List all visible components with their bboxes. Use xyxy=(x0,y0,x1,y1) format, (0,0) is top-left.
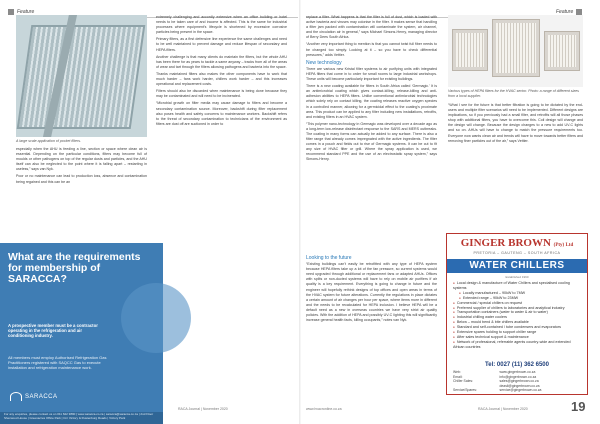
article-column-5 xyxy=(448,103,583,228)
article-column-2 xyxy=(156,15,287,225)
contact-value[interactable]: www.gingerbrown.co.za xyxy=(499,370,536,374)
hepa-filters-photo xyxy=(448,15,583,87)
paragraph: replace a filter. What happens is that the filter is full of dust, which is loaded with active bacteria and viruses may colonise in the filter. It makes sense that handling a filter jam packed with contamination will contaminate the system, air channel, and the circulation air in general,” says Michael Simons-Henry, managing director of Berry Dees South Africa. xyxy=(306,15,437,40)
company-name-text: GINGER BROWN xyxy=(460,237,551,249)
subheading-looking-to-future: Looking to the future xyxy=(306,255,352,261)
list-item: ● Network of professional, referrable agents country-wide and extended African countries xyxy=(453,340,581,350)
paragraph: Primary filters, as a first defensive line experience the same challenges and need to be well maintained to prevent damage and reduce lifespan of secondary and HEPA filters. xyxy=(156,37,287,52)
paragraph: extremely challenging and accordly extensive when an office building or hotel needs to be taken care of and income is affected. This is the same for industrial processes where equipment’s lifecycle is shortened by excessive corrosive particles being present in the space. xyxy=(156,15,287,35)
folio-left: RACA Journal | November 2020 xyxy=(178,407,228,411)
paragraph: There are various new Kristal filter systems to air purifying units with integrated HEPA filters that come in to order for small rooms to large industrial workshops. These units will become particularly important for existing buildings. xyxy=(306,66,437,82)
advert-headline: What are the requirements for membership of SARACCA? xyxy=(8,251,141,285)
telephone-number[interactable]: Tel: 0027 (11) 362 6500 xyxy=(485,362,549,368)
company-name xyxy=(451,237,583,249)
paragraph: “This polymer nano-technology in Germagic was developed over a decade ago as a long-term low-release disinfectant response to the SARS and MERS outbreaks. The coating in many forms can actually be added to any surface. There is also a filter range that already comes impregnated with the active ingredients. The filter comes in a pouch and fields out to rise of Germagic systems. It can be cut to fit any size of HVAC filter or grill. Where the spray application is used, we recommend standard PPE and the use of an electrostatic spray system,” says Simons-Henry. xyxy=(306,121,437,162)
filter-unit-graphic xyxy=(492,19,540,77)
paragraph: Another challenge is that many clients do maintain the filters, but the whole AHU has been there for as years to tackle a same anyway – tracks from all of the areas of wear and tart through the filters allowing pathogens and bacteria into the space. xyxy=(156,54,287,69)
paragraph: Filters should also be discarded when maintenance is being done because they may be contaminated and will need to be incinerated. xyxy=(156,89,287,99)
filter-unit-graphic xyxy=(452,29,488,71)
paragraph: “Another very important thing to mention is that you cannot twist full fiber needs to be changed too simply. Looking at it – so you have to check differential pressures,” adds Vettier. xyxy=(306,42,437,57)
article-column-3 xyxy=(306,15,437,253)
list-item: ● Below – mould bend & bite chillers available xyxy=(453,320,581,325)
folio-website[interactable]: www.hvacronline.co.za xyxy=(306,407,342,411)
paragraph: especially when the AHU is feeding a line, section or space where clean air is essential. Depending on the particular conditions, filters may become full of moulds or other pathogens on top of the regular dusts and particles, and the AHU itself can also be neglected to the point where it is falling apart – restarting in useless,” says van Nyk. xyxy=(16,147,147,172)
paragraph: “What I see for the future is that better filtration is going to be dictated by the end-users and multiple filter scenarios will need to be implemented. Different designs are implications, so if you previously had a small filter, and retrofits will all those phases shop with additional filters, you have to overcome this. Coil design will change and the design will change. Because the design changes to a new to add UV-C lights and so on. AHUs will have to change to match the pressure requirements too. Everyone now wants clean air and trends will have to move towards better filters and removing finer particles out of the air,” says Vettier. xyxy=(448,103,583,143)
article-column-4 xyxy=(306,253,437,401)
ginger-brown-advert[interactable] xyxy=(446,233,588,395)
pocket-filter-photo xyxy=(16,15,147,137)
article-column-1 xyxy=(16,147,147,239)
contact-value[interactable]: deasli@gingerbrown.co.za xyxy=(499,383,540,388)
list-item: ● Local design & manufacture of Water Chillers and specialised cooling systems xyxy=(453,281,581,291)
contact-value[interactable]: service@gingerbrown.co.za xyxy=(499,388,542,393)
filter-graphic xyxy=(17,25,146,129)
list-item: ● After sales technical support & maintenance xyxy=(453,335,581,340)
paragraph: Poor or no maintenance can lead to production loss, absence and contamination being regained and this can be an xyxy=(16,174,147,184)
advert-body-1 xyxy=(8,323,108,339)
contact-table xyxy=(453,370,581,393)
section-tag-label: Feature xyxy=(556,9,574,15)
feature-list xyxy=(453,281,581,350)
company-suffix: (Pty) Ltd xyxy=(553,243,574,248)
contact-value[interactable]: sales@gingerbrown.co.za xyxy=(499,379,539,384)
subheading-new-technology: New technology xyxy=(306,59,342,66)
page-gutter xyxy=(299,0,301,424)
product-band: WATER CHILLERS xyxy=(447,259,587,273)
list-item: ● Standard and self-contained / tube condensers and evaporators xyxy=(453,325,581,330)
paragraph: There is a new coating available for filters in South Africa called ‘Germagic.’ It is an antimicrobial coating which gives contact-killing, release-killing and anti-adhesion abilities to HEPA filters. Unlike conventional antimicrobial technologies which solely rely on contact killing, the coating releases reactive oxygen species in a controlled manner, allowing for a germicidal effect to the coating’s proximate area. This product can be applied to any filter including new installations, retrofits, and existing filters in an HVAC system. xyxy=(306,84,437,119)
contact-label: Web: xyxy=(453,370,461,374)
page-number: 19 xyxy=(571,399,586,414)
established-line: Established 1990 xyxy=(505,275,529,279)
saracca-logo xyxy=(10,392,58,401)
table-row xyxy=(453,388,581,393)
list-item: ● Extended range – 90kW to 23MW xyxy=(453,296,581,301)
list-item: ● Extensive spares holding to support chiller range xyxy=(453,330,581,335)
photo-caption-right: Various types of HEPA filters for the HVAC sector. Photo: a range of different sizes from a local supplier. xyxy=(448,89,579,98)
list-item: ● Industrial chilling water coolers xyxy=(453,315,581,320)
list-item: ● Locally manufactured – 90kW to 7MW xyxy=(453,291,581,296)
saracca-advert[interactable] xyxy=(0,243,163,424)
advert-body-2: All members must employ Authorised Refrigeration Gas Practitioners registered with SAQCC Gas to execute installation and refrigeration maintenance work. xyxy=(8,355,107,371)
section-tag-label: Feature xyxy=(17,9,35,15)
list-item: ● Commercial / special chillers on request xyxy=(453,301,581,306)
list-item: ● Preferred supplier of chillers to laboratories and analytical industry xyxy=(453,306,581,311)
contact-label: Service/Spares: xyxy=(453,388,477,393)
paragraph: “Existing buildings can’t easily be retrofitted with any type of HEPA system because HEPA filters take up a lot of the fan pressure, so current systems would need upgraded through additional or replacement fans or adapted AHUs. Offices with splits or non-ducted systems will have to rely on mobile air purifiers if air quality is a key requirement. Everything is going to change in future and the engineer will hopefully rethink designs of top offices and open areas in terms of the HVAC system for future alterations. Currently the regulations in place dictates a certain amount of air changes per hour per space, where items more in different and the needs to be recalculated for HEPA inclusion. I believe HEPA will be a default need as a new in overseas countries we have very strict air quality policies. With the addition of HEPA and possibly UV-C lighting this will significantly increase general health facts, killing occupants,” notes van Nyk. xyxy=(306,262,437,323)
filter-unit-graphic xyxy=(544,31,580,71)
contact-label: Email: xyxy=(453,374,463,379)
photo-caption-left: A large scale application of pocket filters. xyxy=(16,139,81,143)
folio-right: RACA Journal | November 2020 xyxy=(478,407,528,411)
contact-label: Chiller Sales: xyxy=(453,379,473,384)
regions-line: PRETORIA – GAUTENG – SOUTH AFRICA xyxy=(473,251,561,255)
advert-lead: A prospective member must be a contractor operating in the refrigeration and air conditioning industry. xyxy=(8,323,98,339)
paragraph: “Microbial growth on filter media may cause damage to filters and become a secondary contamination source. Moreover, backshift during filter replacement also poses health and safety concerns to maintenance workers. Backshift refers to the threat of secondary contamination to technicians of the environment as filters are dust off are suctioned in order to xyxy=(156,101,287,126)
saracca-arc-icon xyxy=(10,392,22,401)
advert-footer: For any enquiries, please contact us on 011 622 3890 | www.saracca.co.za | saracca@saracca.co.za | 2nd Floor Sherwood House | Greenacres Office Park | Cnr Victory & Rustenburg Roads | Victory Park xyxy=(0,412,163,424)
contact-value[interactable]: info@gingerbrown.co.za xyxy=(499,374,537,379)
paragraph: Thanks maintained filters also makes the other components have to work that much harder – fans work harder, chillers work harder – and this increases operational and replacement costs. xyxy=(156,71,287,87)
list-item: ● Transportation containers (water to water & air to water) xyxy=(453,310,581,315)
decorative-circle xyxy=(121,283,191,353)
logo-text: SARACCA xyxy=(25,393,58,400)
tag-square-icon xyxy=(8,9,14,15)
